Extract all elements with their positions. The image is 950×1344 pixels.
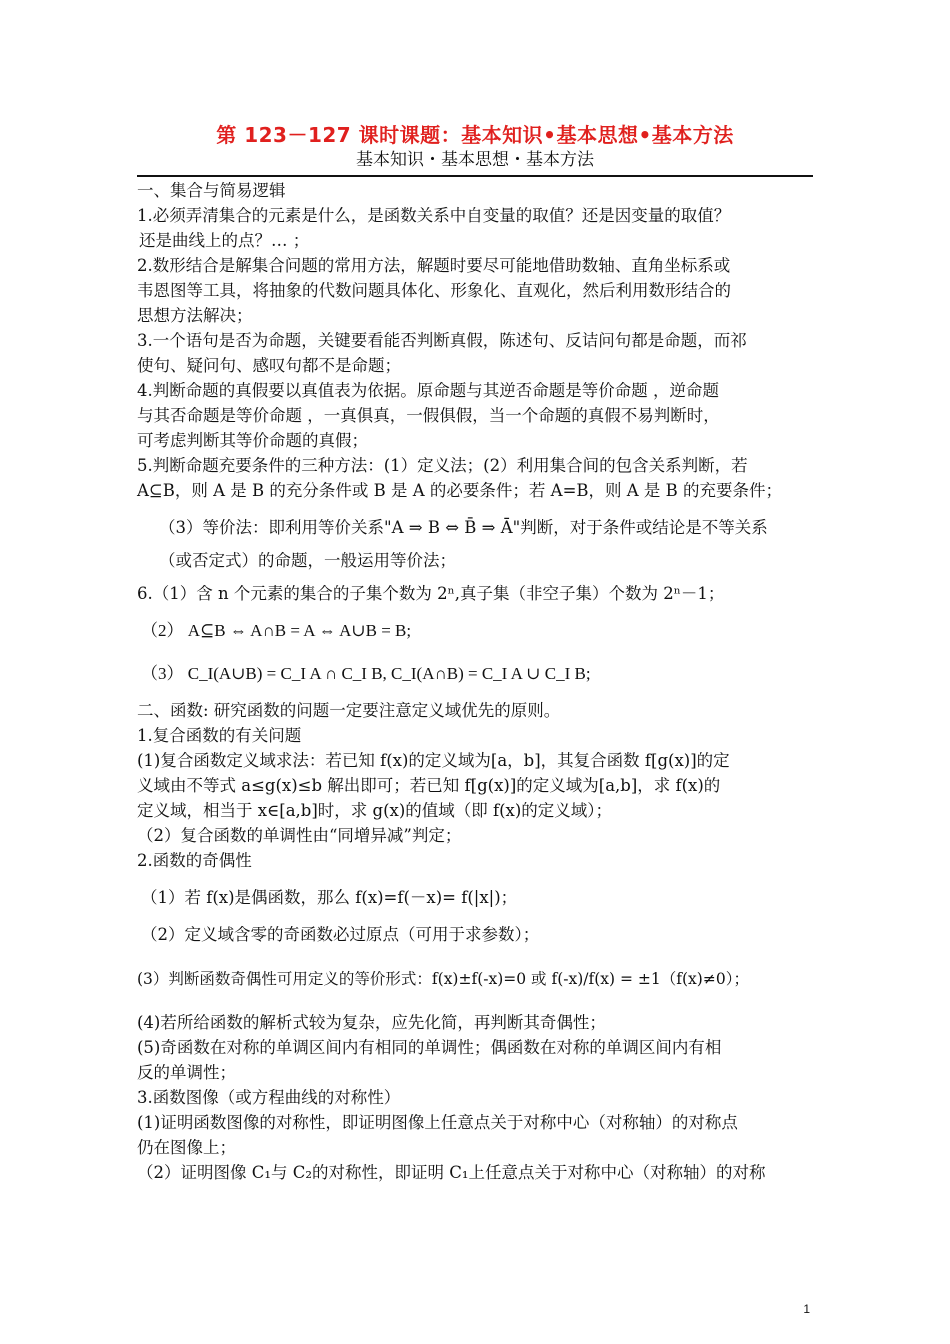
formula-line: （2） A⊆B ⇔ A∩B = A ⇔ A∪B = B; bbox=[141, 621, 412, 640]
text-line: (5)奇函数在对称的单调区间内有相同的单调性；偶函数在对称的单调区间内有相 bbox=[137, 1038, 722, 1057]
text-line: 反的单调性； bbox=[137, 1063, 236, 1082]
page-number: 1 bbox=[803, 1302, 810, 1316]
text-line: （3）等价法：即利用等价关系"A ⇒ B ⇔ B̄ ⇒ Ā"判断，对于条件或结论是不等关系 bbox=[159, 518, 768, 537]
text-line: 义域由不等式 a≤g(x)≤b 解出即可；若已知 f[g(x)]的定义域为[a,b]，求 f(x)的 bbox=[137, 776, 721, 795]
text-line: (1)证明函数图像的对称性，即证明图像上任意点关于对称中心（对称轴）的对称点 bbox=[137, 1113, 738, 1132]
text-line: 4.判断命题的真假要以真值表为依据。原命题与其逆否命题是等价命题 ，逆命题 bbox=[137, 381, 719, 400]
text-line: 思想方法解决； bbox=[137, 306, 253, 325]
text-line: 定义域，相当于 x∈[a,b]时，求 g(x)的值域（即 f(x)的定义域）； bbox=[137, 801, 613, 820]
text-line: （或否定式）的命题，一般运用等价法； bbox=[159, 551, 456, 570]
text-line: 仍在图像上； bbox=[137, 1138, 236, 1157]
text-line: （2）证明图像 C₁与 C₂的对称性，即证明 C₁上任意点关于对称中心（对称轴）的对称 bbox=[137, 1163, 766, 1182]
text-line: 5.判断命题充要条件的三种方法：(1）定义法；(2）利用集合间的包含关系判断，若 bbox=[137, 456, 748, 475]
text-line: 韦恩图等工具，将抽象的代数问题具体化、形象化、直观化，然后利用数形结合的 bbox=[137, 281, 731, 300]
document-subtitle: 基本知识・基本思想・基本方法 bbox=[356, 150, 594, 170]
text-line: （1）若 f(x)是偶函数，那么 f(x)=f(－x)= f(|x|)； bbox=[141, 888, 518, 907]
text-line: 与其否命题是等价命题 ，一真俱真，一假俱假，当一个命题的真假不易判断时， bbox=[137, 406, 720, 425]
text-line: 使句、疑问句、感叹句都不是命题； bbox=[137, 356, 401, 375]
text-line: A⊆B，则 A 是 B 的充分条件或 B 是 A 的必要条件；若 A=B，则 A 是 B 的充要条件； bbox=[137, 481, 783, 500]
header-rule bbox=[137, 175, 813, 177]
document-body bbox=[137, 178, 817, 1185]
text-line: (3）判断函数奇偶性可用定义的等价形式：f(x)±f(-x)=0 或 f(-x)/f(x) = ±1（f(x)≠0）； bbox=[137, 970, 749, 988]
formula-line: （3） C_I(A∪B) = C_I A ∩ C_I B, C_I(A∩B) = C_I A ∪ C_I B; bbox=[141, 664, 591, 683]
text-line: 6.（1）含 n 个元素的集合的子集个数为 2ⁿ,真子集（非空子集）个数为 2ⁿ－1； bbox=[137, 584, 725, 603]
text-line: 可考虑判断其等价命题的真假； bbox=[137, 431, 368, 450]
text-line: 1.复合函数的有关问题 bbox=[137, 726, 302, 745]
text-line: 1.必须弄清集合的元素是什么，是函数关系中自变量的取值？还是因变量的取值？ bbox=[137, 206, 731, 225]
text-line: (4)若所给函数的解析式较为复杂，应先化简，再判断其奇偶性； bbox=[137, 1013, 606, 1032]
document-title: 第 123－127 课时课题：基本知识•基本思想•基本方法 bbox=[216, 123, 734, 147]
text-line: （2）复合函数的单调性由“同增异减”判定； bbox=[137, 826, 462, 845]
text-line: (1)复合函数定义域求法：若已知 f(x)的定义域为[a，b]，其复合函数 f[g(x)]的定 bbox=[137, 751, 730, 770]
section-heading: 一、集合与简易逻辑 bbox=[137, 181, 286, 200]
text-line: 还是曲线上的点？… ； bbox=[139, 231, 310, 250]
text-line: 3.一个语句是否为命题，关键要看能否判断真假，陈述句、反诘问句都是命题，而祁 bbox=[137, 331, 747, 350]
text-line: 2.函数的奇偶性 bbox=[137, 851, 252, 870]
text-line: （2）定义域含零的奇函数必过原点（可用于求参数）； bbox=[141, 925, 540, 944]
text-line: 2.数形结合是解集合问题的常用方法，解题时要尽可能地借助数轴、直角坐标系或 bbox=[137, 256, 731, 275]
section-heading: 二、函数: 研究函数的问题一定要注意定义域优先的原则。 bbox=[137, 701, 561, 720]
text-line: 3.函数图像（或方程曲线的对称性） bbox=[137, 1088, 401, 1107]
